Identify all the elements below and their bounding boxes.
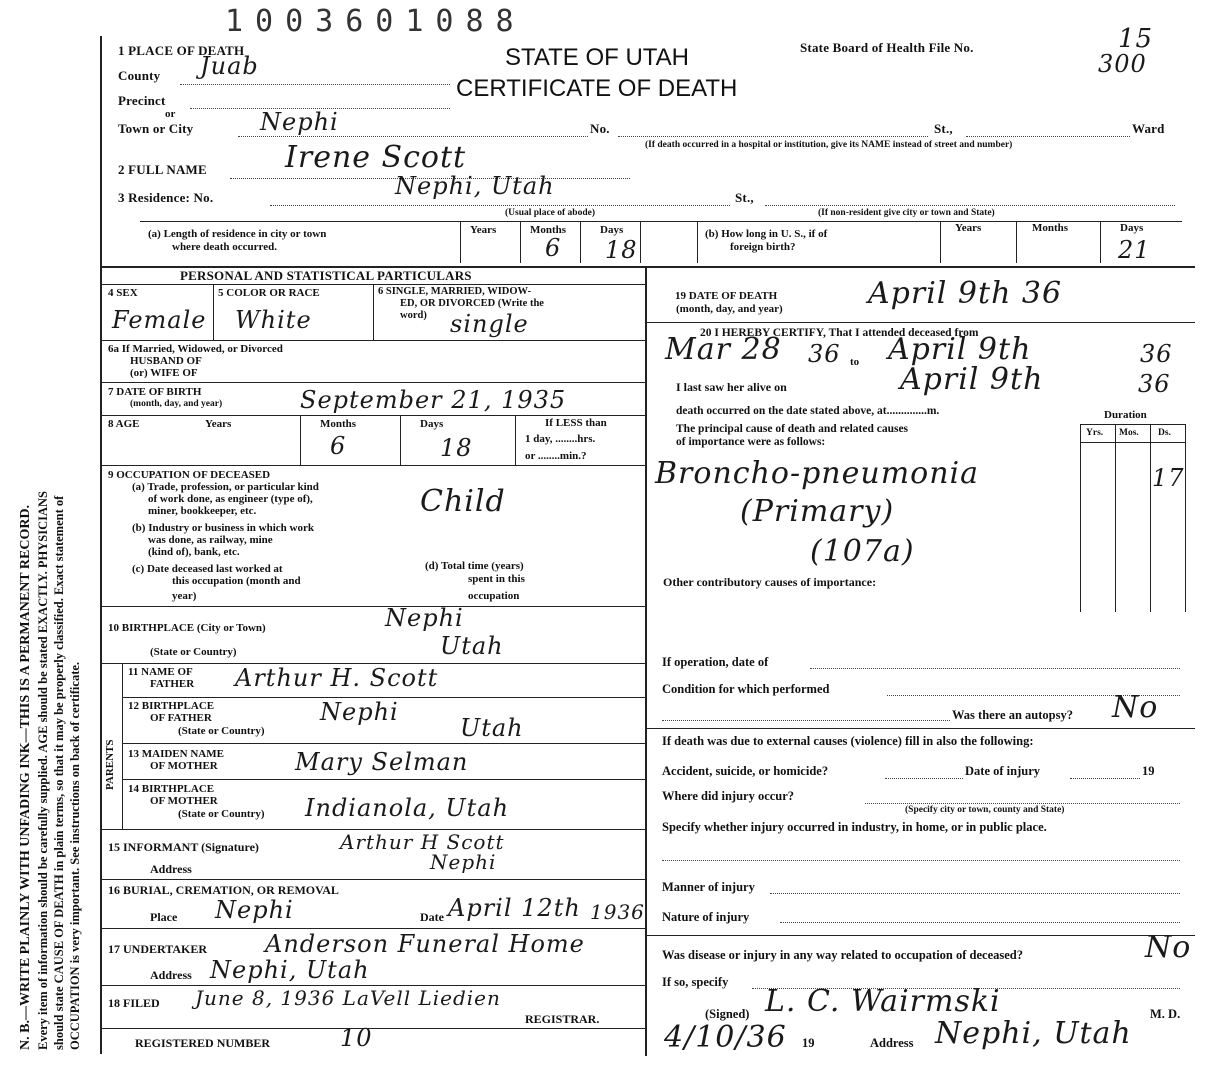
occ-c2: this occupation (month and bbox=[172, 575, 301, 587]
autopsy-label: Was there an autopsy? bbox=[952, 708, 1073, 722]
full-name-label: 2 FULL NAME bbox=[118, 162, 207, 177]
precinct-label: Precinct bbox=[118, 93, 166, 108]
marital-label-b: ED, OR DIVORCED (Write the bbox=[400, 298, 544, 309]
side-notice-line-1: N. B.—WRITE PLAINLY WITH UNFADING INK—THIS IS A PERMANENT RECORD. bbox=[18, 504, 33, 1050]
informant-address-label: Address bbox=[150, 862, 192, 876]
burial-date: April 12th bbox=[448, 894, 581, 922]
length-label-a: (a) Length of residence in city or town bbox=[148, 228, 327, 240]
mother-bp: Indianola, Utah bbox=[305, 794, 510, 822]
where-note: (Specify city or town, county and State) bbox=[905, 805, 1065, 815]
burial-label: 16 BURIAL, CREMATION, OR REMOVAL bbox=[108, 883, 339, 897]
document-number: 1003601088 bbox=[225, 4, 526, 39]
father-name: Arthur H. Scott bbox=[235, 664, 439, 692]
file-number-top: 15 bbox=[1118, 24, 1154, 54]
file-number-label: State Board of Health File No. bbox=[800, 40, 974, 55]
parents-label: PARENTS bbox=[104, 739, 116, 790]
full-name-value: Irene Scott bbox=[285, 140, 467, 175]
burial-year: 1936 bbox=[590, 900, 645, 924]
side-notice-line-2: Every item of information should be carefully supplied. AGE should be stated EXACTLY. PHYSICIANS bbox=[36, 491, 50, 1050]
cause-note: (Primary) bbox=[740, 494, 895, 529]
injury-date-label: Date of injury bbox=[965, 764, 1040, 778]
mother-label-a: 13 MAIDEN NAME bbox=[128, 748, 224, 760]
res-days-header: Days bbox=[600, 224, 624, 236]
manner-label: Manner of injury bbox=[662, 880, 755, 894]
age-days-header: Days bbox=[420, 418, 444, 430]
informant-label: 15 INFORMANT (Signature) bbox=[108, 840, 259, 854]
county-value: Juab bbox=[200, 52, 259, 80]
attended-to: April 9th bbox=[888, 332, 1032, 367]
injury-year-label: 19 bbox=[1142, 764, 1155, 778]
occ-d3: occupation bbox=[468, 590, 520, 602]
mother-name: Mary Selman bbox=[295, 748, 469, 776]
residence-value: Nephi, Utah bbox=[395, 172, 555, 200]
us-days-value: 21 bbox=[1118, 236, 1151, 264]
no-label: No. bbox=[590, 121, 610, 136]
where-label: Where did injury occur? bbox=[662, 789, 795, 803]
undertaker-address-label: Address bbox=[150, 968, 192, 982]
county-label: County bbox=[118, 68, 161, 83]
registrar-label: REGISTRAR. bbox=[525, 1012, 600, 1026]
length-label-b: where death occurred. bbox=[172, 241, 277, 253]
undertaker-name: Anderson Funeral Home bbox=[265, 930, 585, 958]
father-bp-label-b: OF FATHER bbox=[150, 712, 212, 724]
if-less-c: or ........min.? bbox=[525, 450, 587, 462]
accident-label: Accident, suicide, or homicide? bbox=[662, 764, 829, 778]
burial-place-label: Place bbox=[150, 910, 178, 924]
res-years-header: Years bbox=[470, 224, 497, 236]
nature-label: Nature of injury bbox=[662, 910, 750, 924]
years-col-header: Yrs. bbox=[1086, 428, 1104, 438]
side-notice-line-3: should state CAUSE OF DEATH in plain terms, so that it may be properly classified. Exact statement of bbox=[52, 495, 66, 1050]
informant-signature: Arthur H Scott bbox=[340, 830, 505, 854]
state-title: STATE OF UTAH bbox=[505, 44, 689, 71]
physician-signature: L. C. Wairmski bbox=[765, 984, 1001, 1019]
birthplace-state-label: (State or Country) bbox=[150, 646, 237, 658]
residence-st-label: St., bbox=[735, 190, 754, 205]
cause-of-death: Broncho-pneumonia bbox=[655, 456, 980, 491]
condition-label: Condition for which performed bbox=[662, 682, 830, 696]
filed-value: June 8, 1936 LaVell Liedien bbox=[195, 986, 501, 1010]
burial-place: Nephi bbox=[215, 896, 294, 924]
us-days-header: Days bbox=[1120, 222, 1144, 234]
father-bp-state: Utah bbox=[460, 714, 524, 742]
dod-label-b: (month, day, and year) bbox=[676, 303, 783, 315]
place-of-death-heading: 1 PLACE OF DEATH bbox=[118, 43, 245, 58]
father-bp-label-c: (State or Country) bbox=[178, 725, 265, 737]
months-col-header: Mos. bbox=[1119, 428, 1139, 438]
marital-value: single bbox=[450, 310, 529, 338]
registered-number-label: REGISTERED NUMBER bbox=[135, 1036, 271, 1050]
husband-label-c: (or) WIFE OF bbox=[130, 367, 198, 379]
occupation-related-value: No bbox=[1145, 930, 1192, 965]
residence-label: 3 Residence: No. bbox=[118, 190, 214, 205]
father-label-a: 11 NAME OF bbox=[128, 666, 193, 678]
hospital-note: (If death occurred in a hospital or institution, give its NAME instead of street and number) bbox=[645, 140, 1013, 150]
operation-label: If operation, date of bbox=[662, 655, 769, 669]
dob-note: (month, day, and year) bbox=[130, 399, 223, 409]
st-label: St., bbox=[934, 121, 953, 136]
occ-b2: was done, as railway, mine bbox=[148, 534, 273, 546]
dob-label: 7 DATE OF BIRTH bbox=[108, 386, 202, 398]
sex-value: Female bbox=[112, 306, 207, 334]
marital-label-c: word) bbox=[400, 310, 427, 321]
filed-label: 18 FILED bbox=[108, 996, 160, 1010]
undertaker-label: 17 UNDERTAKER bbox=[108, 942, 208, 956]
cause-code: (107a) bbox=[810, 534, 915, 569]
ward-label: Ward bbox=[1132, 121, 1165, 136]
town-label: Town or City bbox=[118, 121, 194, 136]
informant-address: Nephi bbox=[430, 850, 497, 874]
age-months-value: 6 bbox=[330, 432, 347, 460]
us-label-b: foreign birth? bbox=[730, 241, 796, 253]
undertaker-address: Nephi, Utah bbox=[210, 956, 370, 984]
birthplace-label: 10 BIRTHPLACE (City or Town) bbox=[108, 622, 266, 634]
occ-c1: (c) Date deceased last worked at bbox=[132, 563, 283, 575]
mother-bp-label-a: 14 BIRTHPLACE bbox=[128, 783, 215, 795]
sign-address: Nephi, Utah bbox=[935, 1016, 1132, 1051]
personal-heading: PERSONAL AND STATISTICAL PARTICULARS bbox=[180, 268, 472, 283]
us-years-header: Years bbox=[955, 222, 982, 234]
or-label: or bbox=[165, 108, 176, 120]
res-months-header: Months bbox=[530, 224, 567, 236]
principal-cause-b: of importance were as follows: bbox=[676, 436, 826, 448]
mother-label-b: OF MOTHER bbox=[150, 760, 218, 772]
md-label: M. D. bbox=[1150, 1007, 1181, 1021]
specify-label: Specify whether injury occurred in industry, in home, or in public place. bbox=[662, 820, 1047, 834]
father-label-b: FATHER bbox=[150, 678, 195, 690]
attended-to-year: 36 bbox=[1140, 340, 1173, 368]
sign-address-label: Address bbox=[870, 1036, 914, 1050]
if-less-b: 1 day, ........hrs. bbox=[525, 433, 596, 445]
cause-days: 17 bbox=[1152, 464, 1185, 492]
certify-text: 20 I HEREBY CERTIFY, That I attended deceased from bbox=[700, 327, 979, 339]
dob-value: September 21, 1935 bbox=[300, 386, 567, 414]
signed-label: (Signed) bbox=[705, 1007, 750, 1021]
autopsy-value: No bbox=[1112, 690, 1159, 725]
last-saw-label: I last saw her alive on bbox=[676, 380, 787, 394]
mother-bp-label-b: OF MOTHER bbox=[150, 795, 218, 807]
mother-bp-label-c: (State or Country) bbox=[178, 808, 265, 820]
occ-b3: (kind of), bank, etc. bbox=[148, 546, 240, 558]
burial-date-label: Date bbox=[420, 910, 444, 924]
last-saw-year: 36 bbox=[1138, 370, 1171, 398]
attended-from: Mar 28 bbox=[665, 332, 782, 367]
occ-c3: year) bbox=[172, 590, 197, 602]
us-months-header: Months bbox=[1032, 222, 1069, 234]
principal-cause-a: The principal cause of death and related causes bbox=[676, 423, 909, 435]
occupation-value: Child bbox=[420, 484, 506, 519]
if-so-label: If so, specify bbox=[662, 975, 729, 989]
days-col-header: Ds. bbox=[1158, 428, 1171, 438]
father-bp-city: Nephi bbox=[320, 698, 399, 726]
abode-note: (Usual place of abode) bbox=[505, 208, 595, 218]
color-label: 5 COLOR OR RACE bbox=[218, 287, 320, 299]
attended-to-label: to bbox=[850, 356, 860, 368]
occ-a3: miner, bookkeeper, etc. bbox=[148, 505, 257, 517]
age-months-header: Months bbox=[320, 418, 357, 430]
town-value: Nephi bbox=[260, 108, 339, 136]
occ-d2: spent in this bbox=[468, 573, 525, 585]
birthplace-state: Utah bbox=[440, 632, 504, 660]
husband-label-b: HUSBAND OF bbox=[130, 355, 202, 367]
dod-value: April 9th 36 bbox=[868, 276, 1063, 311]
father-bp-label-a: 12 BIRTHPLACE bbox=[128, 700, 215, 712]
sex-label: 4 SEX bbox=[108, 287, 138, 299]
us-label-a: (b) How long in U. S., if of bbox=[705, 228, 828, 240]
age-years-header: Years bbox=[205, 418, 232, 430]
side-notice-line-4: OCCUPATION is very important. See instructions on back of certificate. bbox=[68, 661, 82, 1050]
external-causes-label: If death was due to external causes (violence) fill in also the following: bbox=[662, 734, 1034, 748]
age-label: 8 AGE bbox=[108, 418, 140, 430]
occupation-label: 9 OCCUPATION OF DECEASED bbox=[108, 469, 271, 481]
color-value: White bbox=[235, 306, 312, 334]
sign-date: 4/10/36 bbox=[664, 1020, 787, 1055]
dod-label-a: 19 DATE OF DEATH bbox=[675, 290, 778, 302]
other-causes-label: Other contributory causes of importance: bbox=[663, 575, 877, 589]
file-number-bottom: 300 bbox=[1098, 50, 1147, 78]
sign-year-label: 19 bbox=[802, 1036, 815, 1050]
certificate-title: CERTIFICATE OF DEATH bbox=[456, 75, 738, 102]
if-less-a: If LESS than bbox=[545, 417, 607, 429]
last-saw-date: April 9th bbox=[900, 362, 1044, 397]
birthplace-city: Nephi bbox=[385, 604, 464, 632]
death-occurred-text: death occurred on the date stated above, at..............m. bbox=[676, 405, 940, 417]
attended-from-year: 36 bbox=[808, 340, 841, 368]
husband-label-a: 6a If Married, Widowed, or Divorced bbox=[108, 343, 283, 355]
occ-a1: (a) Trade, profession, or particular kind bbox=[132, 481, 319, 493]
occ-b1: (b) Industry or business in which work bbox=[132, 522, 314, 534]
occ-a2: of work done, as engineer (type of), bbox=[148, 493, 313, 505]
marital-label-a: 6 SINGLE, MARRIED, WIDOW- bbox=[378, 286, 532, 297]
res-days-value: 18 bbox=[605, 236, 638, 264]
nonresident-note: (If non-resident give city or town and State) bbox=[818, 208, 995, 218]
age-days-value: 18 bbox=[440, 434, 473, 462]
res-months-value: 6 bbox=[545, 234, 562, 262]
duration-header: Duration bbox=[1104, 409, 1147, 421]
registered-number: 10 bbox=[340, 1024, 373, 1052]
occupation-related-label: Was disease or injury in any way related to occupation of deceased? bbox=[662, 948, 1023, 962]
occ-d1: (d) Total time (years) bbox=[425, 560, 524, 572]
